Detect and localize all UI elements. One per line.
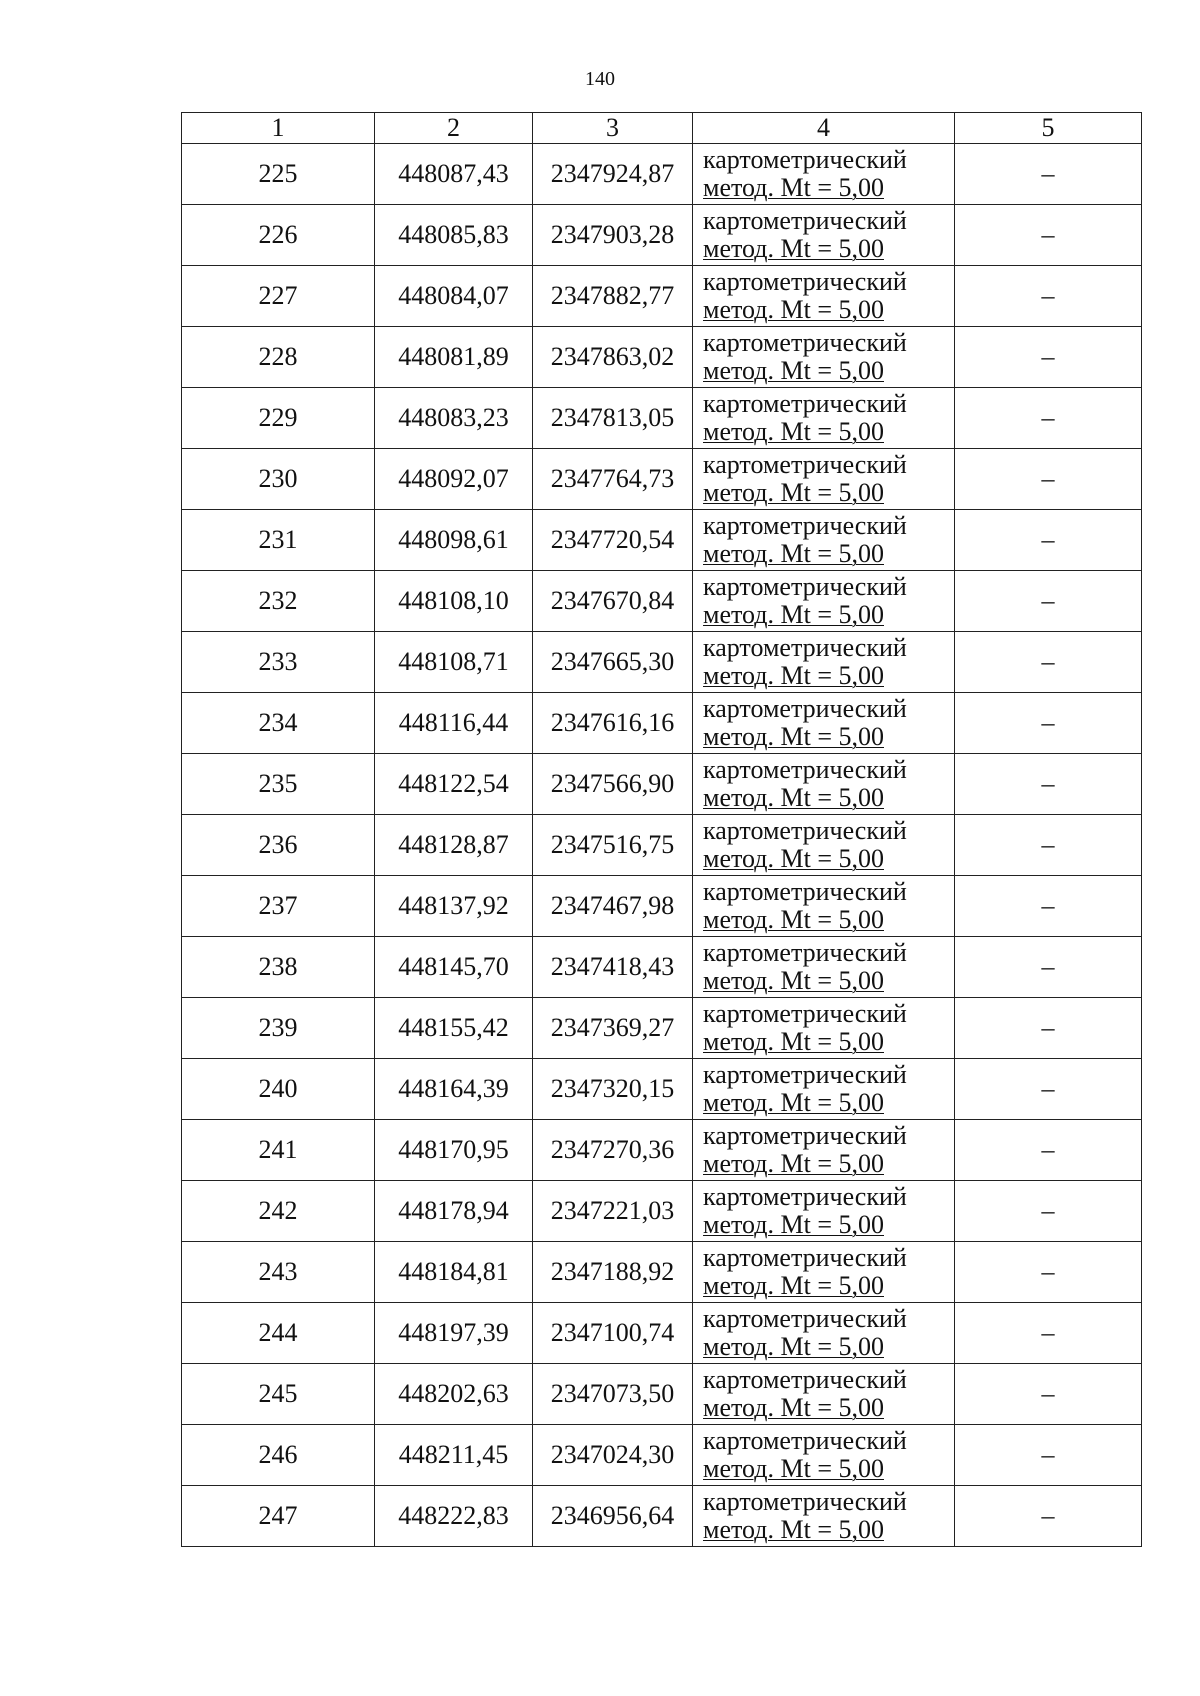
- y-coordinate-cell: 2347270,36: [533, 1120, 693, 1181]
- method-line-1: картометрический: [703, 816, 907, 845]
- y-coordinate-cell: 2347924,87: [533, 144, 693, 205]
- table-row: [182, 1059, 1142, 1120]
- table-row: [182, 1364, 1142, 1425]
- method-cell: [693, 998, 955, 1059]
- method-line-2: метод. Mt = 5,00: [703, 966, 884, 995]
- method-line-1: картометрический: [703, 1426, 907, 1455]
- method-cell: [693, 876, 955, 937]
- note-cell: –: [955, 388, 1142, 449]
- method-cell: [693, 1059, 955, 1120]
- y-coordinate-cell: 2347024,30: [533, 1425, 693, 1486]
- x-coordinate-cell: 448164,39: [375, 1059, 533, 1120]
- point-number-cell: 229: [182, 388, 375, 449]
- y-coordinate-cell: 2347221,03: [533, 1181, 693, 1242]
- point-number-cell: 232: [182, 571, 375, 632]
- method-line-1: картометрический: [703, 1182, 907, 1211]
- method-line-1: картометрический: [703, 633, 907, 662]
- table-row: [182, 1242, 1142, 1303]
- method-line-2: метод. Mt = 5,00: [703, 661, 884, 690]
- y-coordinate-cell: 2347863,02: [533, 327, 693, 388]
- point-number-cell: 241: [182, 1120, 375, 1181]
- table-row: [182, 693, 1142, 754]
- method-line-1: картометрический: [703, 572, 907, 601]
- x-coordinate-cell: 448108,71: [375, 632, 533, 693]
- x-coordinate-cell: 448085,83: [375, 205, 533, 266]
- table-row: [182, 876, 1142, 937]
- method-cell: [693, 510, 955, 571]
- method-line-2: метод. Mt = 5,00: [703, 234, 884, 263]
- y-coordinate-cell: 2347764,73: [533, 449, 693, 510]
- x-coordinate-cell: 448098,61: [375, 510, 533, 571]
- method-cell: [693, 693, 955, 754]
- method-cell: [693, 1303, 955, 1364]
- y-coordinate-cell: 2347566,90: [533, 754, 693, 815]
- table-row: [182, 144, 1142, 205]
- note-cell: –: [955, 632, 1142, 693]
- note-cell: –: [955, 571, 1142, 632]
- method-line-2: метод. Mt = 5,00: [703, 844, 884, 873]
- method-line-1: картометрический: [703, 1365, 907, 1394]
- note-cell: –: [955, 1364, 1142, 1425]
- note-cell: –: [955, 876, 1142, 937]
- table-row: [182, 937, 1142, 998]
- table-row: [182, 510, 1142, 571]
- method-cell: [693, 266, 955, 327]
- method-line-2: метод. Mt = 5,00: [703, 1027, 884, 1056]
- point-number-cell: 247: [182, 1486, 375, 1547]
- point-number-cell: 240: [182, 1059, 375, 1120]
- method-line-1: картометрический: [703, 694, 907, 723]
- method-line-1: картометрический: [703, 877, 907, 906]
- method-cell: [693, 632, 955, 693]
- method-line-2: метод. Mt = 5,00: [703, 417, 884, 446]
- header-row: [182, 113, 1142, 144]
- method-cell: [693, 571, 955, 632]
- x-coordinate-cell: 448178,94: [375, 1181, 533, 1242]
- note-cell: –: [955, 205, 1142, 266]
- method-line-1: картометрический: [703, 1060, 907, 1089]
- point-number-cell: 234: [182, 693, 375, 754]
- method-cell: [693, 1242, 955, 1303]
- table-row: [182, 266, 1142, 327]
- note-cell: –: [955, 937, 1142, 998]
- method-line-2: метод. Mt = 5,00: [703, 295, 884, 324]
- method-line-1: картометрический: [703, 999, 907, 1028]
- method-line-1: картометрический: [703, 206, 907, 235]
- x-coordinate-cell: 448122,54: [375, 754, 533, 815]
- note-cell: –: [955, 815, 1142, 876]
- method-line-2: метод. Mt = 5,00: [703, 1454, 884, 1483]
- page-number: 140: [585, 68, 615, 90]
- method-cell: [693, 937, 955, 998]
- point-number-cell: 235: [182, 754, 375, 815]
- method-line-1: картометрический: [703, 389, 907, 418]
- header-col-1: 1: [182, 113, 375, 144]
- note-cell: –: [955, 266, 1142, 327]
- y-coordinate-cell: 2347813,05: [533, 388, 693, 449]
- point-number-cell: 245: [182, 1364, 375, 1425]
- note-cell: –: [955, 1120, 1142, 1181]
- x-coordinate-cell: 448202,63: [375, 1364, 533, 1425]
- point-number-cell: 243: [182, 1242, 375, 1303]
- method-cell: [693, 1181, 955, 1242]
- y-coordinate-cell: 2347369,27: [533, 998, 693, 1059]
- method-line-2: метод. Mt = 5,00: [703, 722, 884, 751]
- point-number-cell: 228: [182, 327, 375, 388]
- table-row: [182, 449, 1142, 510]
- note-cell: –: [955, 998, 1142, 1059]
- y-coordinate-cell: 2347882,77: [533, 266, 693, 327]
- method-line-2: метод. Mt = 5,00: [703, 1271, 884, 1300]
- x-coordinate-cell: 448145,70: [375, 937, 533, 998]
- y-coordinate-cell: 2347670,84: [533, 571, 693, 632]
- method-cell: [693, 1120, 955, 1181]
- x-coordinate-cell: 448155,42: [375, 998, 533, 1059]
- table-row: [182, 388, 1142, 449]
- method-line-1: картометрический: [703, 267, 907, 296]
- point-number-cell: 244: [182, 1303, 375, 1364]
- note-cell: –: [955, 144, 1142, 205]
- point-number-cell: 226: [182, 205, 375, 266]
- method-line-2: метод. Mt = 5,00: [703, 1088, 884, 1117]
- note-cell: –: [955, 1425, 1142, 1486]
- note-cell: –: [955, 510, 1142, 571]
- x-coordinate-cell: 448108,10: [375, 571, 533, 632]
- point-number-cell: 238: [182, 937, 375, 998]
- x-coordinate-cell: 448197,39: [375, 1303, 533, 1364]
- header-col-5: 5: [955, 113, 1142, 144]
- table-row: [182, 754, 1142, 815]
- method-cell: [693, 327, 955, 388]
- method-line-2: метод. Mt = 5,00: [703, 1149, 884, 1178]
- x-coordinate-cell: 448092,07: [375, 449, 533, 510]
- point-number-cell: 236: [182, 815, 375, 876]
- method-cell: [693, 1486, 955, 1547]
- method-line-1: картометрический: [703, 1304, 907, 1333]
- y-coordinate-cell: 2347665,30: [533, 632, 693, 693]
- note-cell: –: [955, 1181, 1142, 1242]
- x-coordinate-cell: 448128,87: [375, 815, 533, 876]
- point-number-cell: 225: [182, 144, 375, 205]
- y-coordinate-cell: 2347516,75: [533, 815, 693, 876]
- method-line-1: картометрический: [703, 145, 907, 174]
- x-coordinate-cell: 448084,07: [375, 266, 533, 327]
- table-row: [182, 1425, 1142, 1486]
- table-row: [182, 1303, 1142, 1364]
- point-number-cell: 227: [182, 266, 375, 327]
- header-col-2: 2: [375, 113, 533, 144]
- point-number-cell: 239: [182, 998, 375, 1059]
- point-number-cell: 242: [182, 1181, 375, 1242]
- y-coordinate-cell: 2347073,50: [533, 1364, 693, 1425]
- method-line-1: картометрический: [703, 328, 907, 357]
- method-cell: [693, 388, 955, 449]
- x-coordinate-cell: 448137,92: [375, 876, 533, 937]
- x-coordinate-cell: 448170,95: [375, 1120, 533, 1181]
- x-coordinate-cell: 448222,83: [375, 1486, 533, 1547]
- y-coordinate-cell: 2347188,92: [533, 1242, 693, 1303]
- x-coordinate-cell: 448083,23: [375, 388, 533, 449]
- table-row: [182, 632, 1142, 693]
- y-coordinate-cell: 2347616,16: [533, 693, 693, 754]
- x-coordinate-cell: 448211,45: [375, 1425, 533, 1486]
- note-cell: –: [955, 449, 1142, 510]
- method-cell: [693, 449, 955, 510]
- method-cell: [693, 1364, 955, 1425]
- method-line-1: картометрический: [703, 450, 907, 479]
- method-line-2: метод. Mt = 5,00: [703, 478, 884, 507]
- x-coordinate-cell: 448081,89: [375, 327, 533, 388]
- point-number-cell: 233: [182, 632, 375, 693]
- method-line-1: картометрический: [703, 1487, 907, 1516]
- table-header: [182, 113, 1142, 144]
- x-coordinate-cell: 448087,43: [375, 144, 533, 205]
- table-body: [182, 144, 1142, 1547]
- method-line-2: метод. Mt = 5,00: [703, 173, 884, 202]
- method-line-2: метод. Mt = 5,00: [703, 1393, 884, 1422]
- point-number-cell: 230: [182, 449, 375, 510]
- table-row: [182, 998, 1142, 1059]
- note-cell: –: [955, 1303, 1142, 1364]
- y-coordinate-cell: 2346956,64: [533, 1486, 693, 1547]
- table-row: [182, 205, 1142, 266]
- x-coordinate-cell: 448116,44: [375, 693, 533, 754]
- method-cell: [693, 815, 955, 876]
- y-coordinate-cell: 2347720,54: [533, 510, 693, 571]
- method-line-1: картометрический: [703, 511, 907, 540]
- header-col-3: 3: [533, 113, 693, 144]
- method-line-2: метод. Mt = 5,00: [703, 905, 884, 934]
- method-line-2: метод. Mt = 5,00: [703, 1332, 884, 1361]
- point-number-cell: 237: [182, 876, 375, 937]
- y-coordinate-cell: 2347467,98: [533, 876, 693, 937]
- method-cell: [693, 1425, 955, 1486]
- y-coordinate-cell: 2347418,43: [533, 937, 693, 998]
- method-cell: [693, 144, 955, 205]
- method-line-1: картометрический: [703, 1243, 907, 1272]
- method-line-2: метод. Mt = 5,00: [703, 1210, 884, 1239]
- method-cell: [693, 754, 955, 815]
- method-line-2: метод. Mt = 5,00: [703, 1515, 884, 1544]
- y-coordinate-cell: 2347320,15: [533, 1059, 693, 1120]
- coordinates-table: [181, 112, 1142, 1547]
- table-row: [182, 1120, 1142, 1181]
- table-row: [182, 571, 1142, 632]
- point-number-cell: 231: [182, 510, 375, 571]
- note-cell: –: [955, 754, 1142, 815]
- method-line-2: метод. Mt = 5,00: [703, 539, 884, 568]
- table-row: [182, 815, 1142, 876]
- method-line-2: метод. Mt = 5,00: [703, 600, 884, 629]
- method-line-2: метод. Mt = 5,00: [703, 783, 884, 812]
- y-coordinate-cell: 2347903,28: [533, 205, 693, 266]
- note-cell: –: [955, 1486, 1142, 1547]
- point-number-cell: 246: [182, 1425, 375, 1486]
- x-coordinate-cell: 448184,81: [375, 1242, 533, 1303]
- y-coordinate-cell: 2347100,74: [533, 1303, 693, 1364]
- method-line-1: картометрический: [703, 938, 907, 967]
- table-row: [182, 327, 1142, 388]
- note-cell: –: [955, 693, 1142, 754]
- method-cell: [693, 205, 955, 266]
- note-cell: –: [955, 327, 1142, 388]
- note-cell: –: [955, 1059, 1142, 1120]
- method-line-1: картометрический: [703, 1121, 907, 1150]
- table-row: [182, 1181, 1142, 1242]
- note-cell: –: [955, 1242, 1142, 1303]
- method-line-1: картометрический: [703, 755, 907, 784]
- table-row: [182, 1486, 1142, 1547]
- header-col-4: 4: [693, 113, 955, 144]
- method-line-2: метод. Mt = 5,00: [703, 356, 884, 385]
